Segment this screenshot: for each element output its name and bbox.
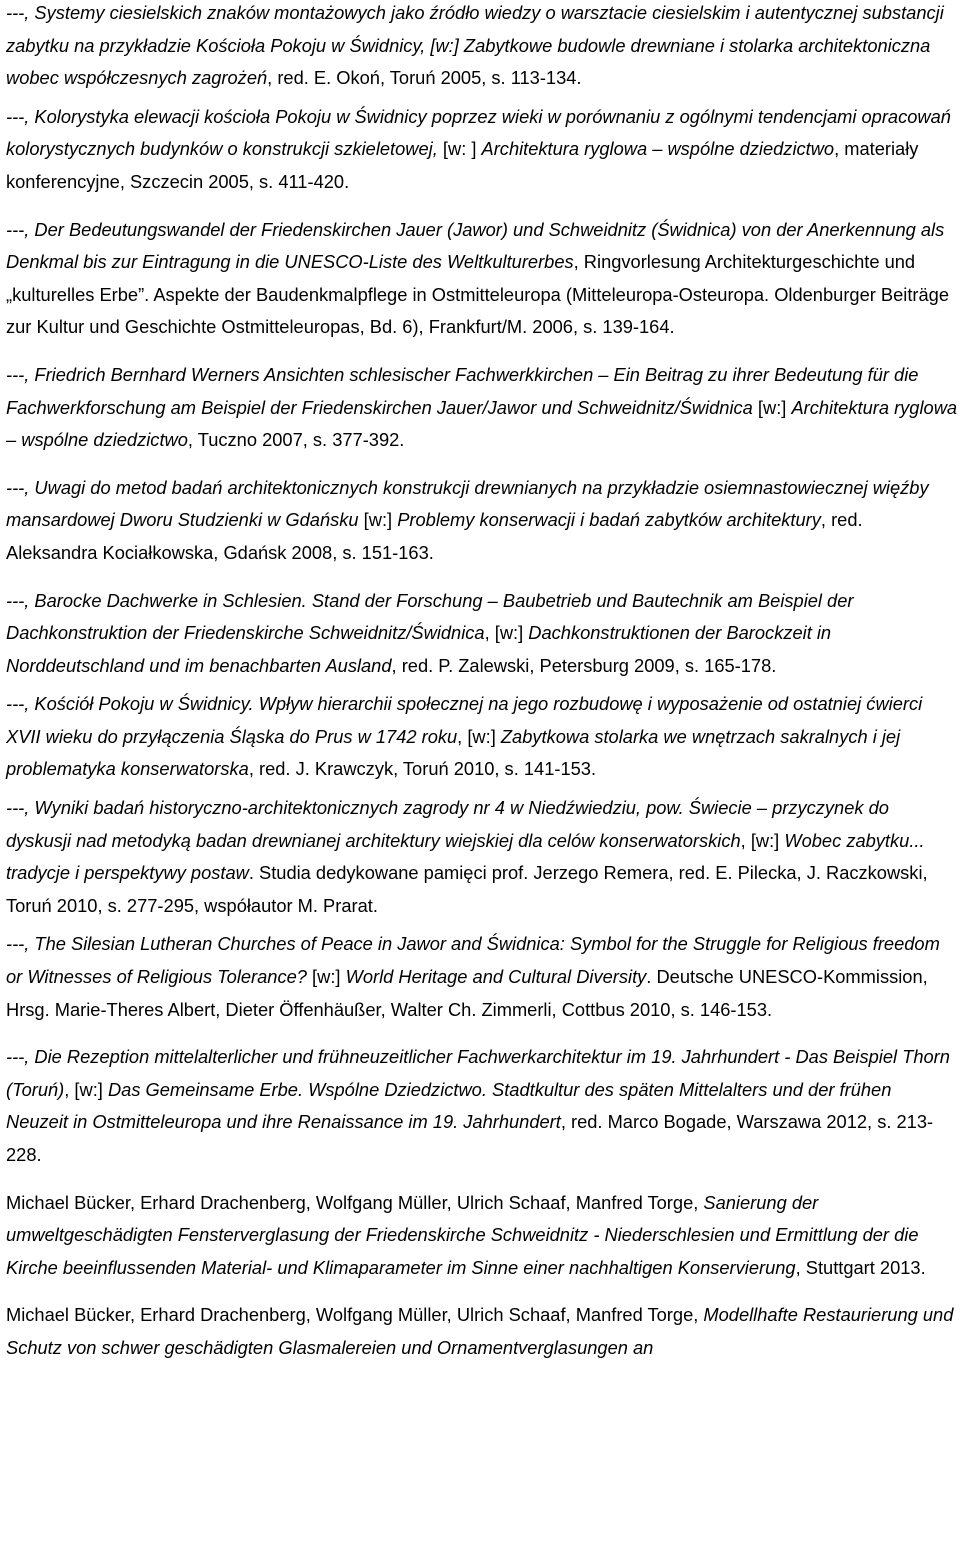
- entry-in-marker: , [w:]: [740, 829, 785, 851]
- bibliography-entry: [6, 214, 958, 344]
- bibliography-entry: [6, 792, 958, 922]
- entry-publication-info: , red. Aleksandra Kociałkowska, Gdańsk 2008, s. 151-163.: [6, 509, 863, 563]
- entry-title: Modellhafte Restaurierung und Schutz von schwer geschädigten Glasmalereien und Ornamentverglasungen an: [6, 1304, 954, 1358]
- bibliography-entry: [6, 0, 958, 95]
- entry-publication-info: , Stuttgart 2013.: [795, 1256, 926, 1278]
- entry-in-marker: , [w:]: [64, 1078, 108, 1100]
- entry-publication-info: , Tuczno 2007, s. 377-392.: [187, 429, 405, 451]
- entry-title: ---, Kolorystyka elewacji kościoła Pokoju w Świdnicy poprzez wieki w porównaniu z ogólnymi tendencjami opracowań kolorystycznych budynków o konstrukcji szkieletowej,: [6, 105, 951, 160]
- entry-publication-info: . Deutsche UNESCO-Kommission, Hrsg. Marie-Theres Albert, Dieter Öffenhäußer, Walter Ch. Zimmerli, Cottbus 2010, s. 146-153.: [6, 966, 928, 1020]
- entry-in-marker: [w: ]: [437, 138, 482, 160]
- entry-publication-info: , red. E. Okoń, Toruń 2005, s. 113-134.: [267, 67, 582, 89]
- bibliography-entry: [6, 359, 958, 457]
- entry-publication-info: . Studia dedykowane pamięci prof. Jerzego Remera, red. E. Pilecka, J. Raczkowski, Toruń 2010, s. 277-295, współautor M. Prarat.: [6, 862, 928, 916]
- entry-title: ---, Kościół Pokoju w Świdnicy. Wpływ hierarchii społecznej na jego rozbudowę i wyposażenie od ostatniej ćwierci XVII wieku do przyłączenia Śląska do Prus w 1742 roku: [6, 693, 923, 747]
- entry-title: ---, Barocke Dachwerke in Schlesien. Stand der Forschung – Baubetrieb und Bautechnik am Beispiel der Dachkonstruktion der Friedenskirche Schweidnitz/Świdnica: [6, 589, 854, 644]
- entry-publication-info: , materiały konferencyjne, Szczecin 2005, s. 411-420.: [6, 138, 919, 192]
- entry-title: ---, Systemy ciesielskich znaków montażowych jako źródło wiedzy o warsztacie ciesielskim i autentycznej substancji zabytku na przykładzie Kościoła Pokoju w Świdnicy, [w:] Zabytkowe budowle drewniane i stolarka architektoniczna wobec współczesnych zagrożeń: [6, 2, 944, 89]
- bibliography-list: [6, 0, 958, 1365]
- entry-title: ---, The Silesian Lutheran Churches of Peace in Jawor and Świdnica: Symbol for the Struggle for Religious freedom or Witnesses of Religious Tolerance?: [6, 933, 940, 988]
- entry-title: ---, Wyniki badań historyczno-architektonicznych zagrody nr 4 w Niedźwiedziu, pow. Świecie – przyczynek do dyskusji nad metodyką badan drewnianej architektury wiejskiej dla celów konserwatorskich: [6, 797, 889, 851]
- entry-authors: Michael Bücker, Erhard Drachenberg, Wolfgang Müller, Ulrich Schaaf, Manfred Torge,: [6, 1191, 704, 1213]
- entry-in-marker: [w:]: [358, 509, 398, 531]
- entry-publication-info: , red. P. Zalewski, Petersburg 2009, s. 165-178.: [391, 654, 777, 676]
- bibliography-entry: [6, 1187, 958, 1285]
- bibliography-entry: [6, 101, 958, 199]
- entry-collection-title: Zabytkowa stolarka we wnętrzach sakralnych i jej problematyka konserwatorska: [6, 725, 901, 780]
- entry-collection-title: Architektura ryglowa – wspólne dziedzictwo: [481, 138, 835, 160]
- entry-in-marker: [w:]: [752, 396, 792, 418]
- entry-in-marker: [w:]: [306, 966, 346, 988]
- entry-publication-info: , red. J. Krawczyk, Toruń 2010, s. 141-153.: [248, 758, 597, 780]
- entry-title: ---, Die Rezeption mittelalterlicher und frühneuzeitlicher Fachwerkarchitektur im 19. Jahrhundert - Das Beispiel Thorn (Toruń): [6, 1046, 950, 1100]
- entry-collection-title: Architektura ryglowa – wspólne dziedzictwo: [6, 396, 958, 451]
- entry-in-marker: , [w:]: [484, 622, 529, 644]
- bibliography-entry: [6, 928, 958, 1026]
- entry-collection-title: Dachkonstruktionen der Barockzeit in Norddeutschland und im benachbarten Ausland: [6, 622, 832, 676]
- entry-publication-info: , Ringvorlesung Architekturgeschichte und „kulturelles Erbe”. Aspekte der Baudenkmalpflege in Ostmitteleuropa (Mitteleuropa-Osteuropa. Oldenburger Beiträge zur Kultur und Geschichte Ostmitteleuropas, Bd. 6), Frankfurt/M. 2006, s. 139-164.: [6, 251, 949, 338]
- bibliography-entry: [6, 585, 958, 683]
- entry-title: ---, Friedrich Bernhard Werners Ansichten schlesischer Fachwerkkirchen – Ein Beitrag zu ihrer Bedeutung für die Fachwerkforschung am Beispiel der Friedenskirchen Jauer/Jawor und Schweidnitz/Świdnica: [6, 363, 919, 418]
- entry-title: ---, Der Bedeutungswandel der Friedenskirchen Jauer (Jawor) und Schweidnitz (Świdnica) von der Anerkennung als Denkmal bis zur Eintragung in die UNESCO-Liste des Weltkulturerbes: [6, 218, 945, 273]
- entry-authors: Michael Bücker, Erhard Drachenberg, Wolfgang Müller, Ulrich Schaaf, Manfred Torge,: [6, 1304, 704, 1326]
- entry-collection-title: Wobec zabytku... tradycje i perspektywy postaw: [6, 829, 925, 884]
- entry-collection-title: World Heritage and Cultural Diversity: [345, 966, 647, 988]
- entry-in-marker: , [w:]: [457, 725, 501, 747]
- bibliography-entry: [6, 472, 958, 570]
- bibliography-entry: [6, 1041, 958, 1171]
- bibliography-entry: [6, 1299, 958, 1364]
- entry-title: ---, Uwagi do metod badań architektonicznych konstrukcji drewnianych na przykładzie osiemnastowiecznej więźby mansardowej Dworu Studzienki w Gdańsku: [6, 476, 929, 531]
- entry-collection-title: Das Gemeinsame Erbe. Wspólne Dziedzictwo. Stadtkultur des späten Mittelalters und der frühen Neuzeit in Ostmitteleuropa und ihre Renaissance im 19. Jahrhundert: [6, 1078, 892, 1133]
- bibliography-entry: [6, 688, 958, 786]
- entry-collection-title: Problemy konserwacji i badań zabytków architektury: [397, 509, 821, 531]
- entry-title: Sanierung der umweltgeschädigten Fensterverglasung der Friedenskirche Schweidnitz - Niederschlesien und Ermittlung der die Kirche beeinflussenden Material- und Klimaparameter im Sinne einer nachhaltigen Konservierung: [6, 1191, 919, 1278]
- entry-publication-info: , red. Marco Bogade, Warszawa 2012, s. 213-228.: [6, 1111, 934, 1165]
